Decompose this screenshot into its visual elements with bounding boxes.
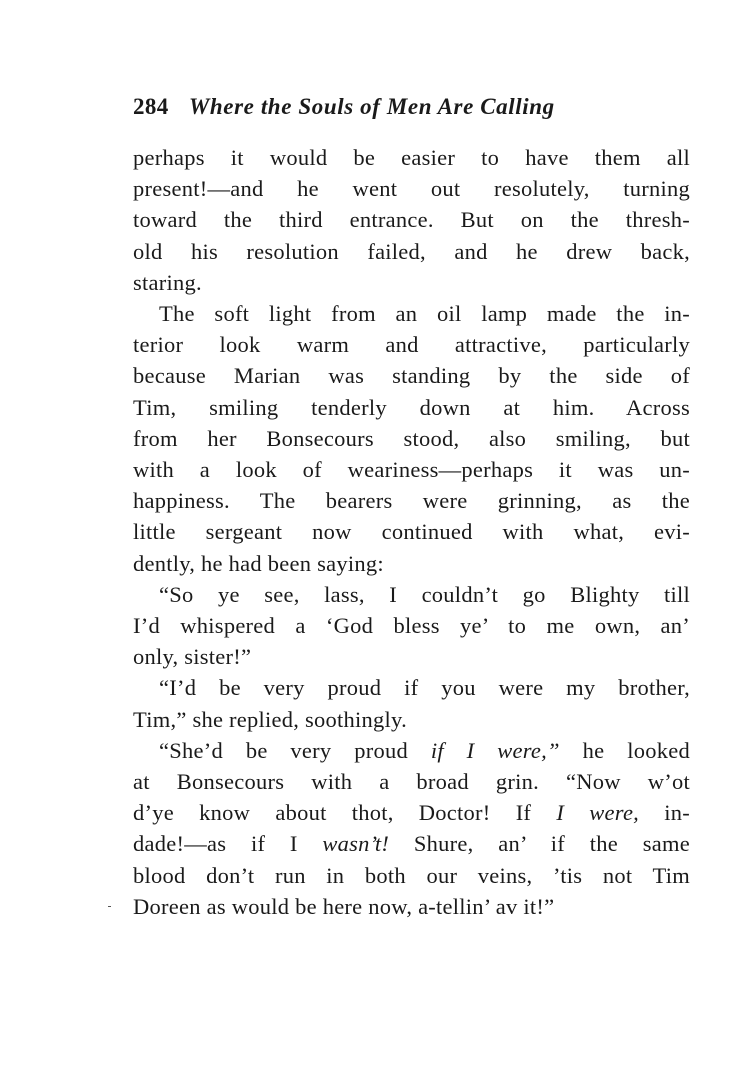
text-line: happiness. The bearers were grinning, as the — [133, 488, 690, 514]
text-line: “So ye see, lass, I couldn’t go Blighty till — [159, 581, 690, 607]
page-number: 284 — [133, 94, 169, 119]
text-line — [133, 797, 690, 828]
text-line: with a look of weariness—perhaps it was un- — [133, 457, 690, 483]
text-line: dently, he had been saying: — [133, 550, 384, 576]
text-line: because Marian was standing by the side of — [133, 363, 690, 389]
text-line: from her Bonsecours stood, also smiling, but — [133, 425, 690, 451]
text-line: The soft light from an oil lamp made the in- — [159, 301, 690, 327]
paragraph — [133, 735, 690, 922]
text-line — [133, 828, 690, 859]
text-line: only, sister!” — [133, 644, 252, 670]
text-run: he looked — [559, 737, 690, 763]
text-run: “She’d be very proud — [159, 737, 431, 763]
margin-mark — [108, 906, 111, 907]
text-line: terior look warm and attractive, particularly — [133, 332, 690, 358]
text-line: staring. — [133, 269, 202, 295]
text-line — [133, 735, 690, 766]
text-line: Tim,” she replied, soothingly. — [133, 706, 407, 732]
text-line: perhaps it would be easier to have them all — [133, 145, 690, 170]
paragraph — [133, 672, 690, 734]
text-line: I’d whispered a ‘God bless ye’ to me own, an’ — [133, 613, 690, 639]
paragraph — [133, 298, 690, 579]
text-run: in- — [639, 800, 690, 826]
text-run: Shure, an’ if the same — [389, 831, 690, 857]
text-line: Doreen as would be here now, a-tellin’ av it!” — [133, 893, 555, 919]
running-title: Where the Souls of Men Are Calling — [188, 94, 555, 119]
text-line: at Bonsecours with a broad grin. “Now w’ot — [133, 769, 690, 795]
text-line: Tim, smiling tenderly down at him. Across — [133, 394, 690, 420]
italic-text-run: I were, — [556, 800, 640, 826]
text-run: dade!—as if I — [133, 831, 323, 857]
text-line: “I’d be very proud if you were my brother, — [159, 675, 690, 701]
text-line: blood don’t run in both our veins, ’tis not Tim — [133, 862, 690, 888]
text-run: d’ye know about thot, Doctor! If — [133, 800, 557, 826]
text-line: old his resolution failed, and he drew back, — [133, 238, 690, 264]
text-line: toward the third entrance. But on the thresh- — [133, 207, 690, 233]
running-header — [133, 92, 690, 122]
text-line: little sergeant now continued with what, evi- — [133, 519, 690, 545]
paragraph — [133, 142, 690, 298]
body-text — [133, 142, 690, 922]
book-page — [133, 92, 690, 922]
paragraph — [133, 579, 690, 673]
italic-text-run: wasn’t! — [322, 831, 390, 857]
text-line: present!—and he went out resolutely, turning — [133, 176, 690, 202]
italic-text-run: if I were,” — [430, 737, 560, 763]
